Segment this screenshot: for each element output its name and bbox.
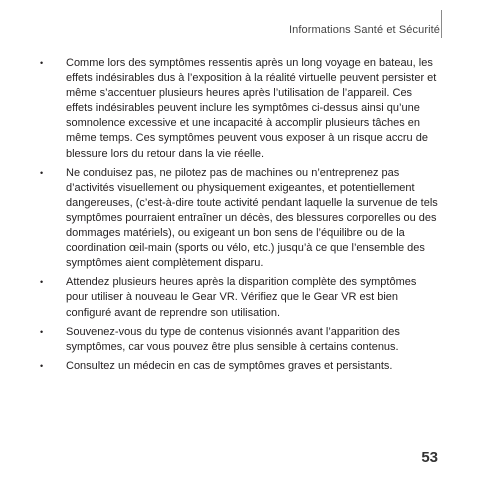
page-number: 53	[421, 449, 438, 466]
bullet-text: Consultez un médecin en cas de symptômes graves et persistants.	[66, 359, 393, 372]
bullet-item	[40, 56, 440, 162]
section-title: Informations Santé et Sécurité	[289, 24, 440, 36]
bullet-item	[40, 359, 440, 374]
bullet-icon: •	[40, 277, 44, 288]
bullet-item	[40, 275, 440, 320]
bullet-text: Attendez plusieurs heures après la disparition complète des symptômes pour utiliser à nouveau le Gear VR. Vérifiez que le Gear VR est bien configuré avant de reprendre son utilisation.	[66, 276, 417, 319]
bullet-icon: •	[40, 360, 44, 371]
bullet-item	[40, 325, 440, 355]
bullet-text: Ne conduisez pas, ne pilotez pas de machines ou n’entreprenez pas d’activités visuellement ou physiquement exigeantes, et potentiellement dangereuses, (c’est-à-dire toute activité pendant laquelle la survenue de tels symptômes pourraient entraîner un décès, des blessures corporelles ou des dommages matériels), ou exigeant un bon sens de l’équilibre ou de la coordination œil-main (sports ou vélo, etc.) jusqu’à ce que l’ensemble des symptômes aient complètement disparu.	[66, 166, 438, 270]
bullet-text: Comme lors des symptômes ressentis après un long voyage en bateau, les effets indésirables dus à l’exposition à la réalité virtuelle peuvent persister et même s’accentuer plusieurs heures après l’utilisation de l’appareil. Ces effets indésirables peuvent inclure les symptômes ci-dessus ainsi qu’une somnolence excessive et une incapacité à accomplir plusieurs tâches en même temps. Ces symptômes peuvent vous exposer à un risque accru de blessure lors du retour dans la vie réelle.	[66, 57, 437, 160]
header-divider	[441, 10, 442, 38]
safety-bullet-list	[40, 56, 440, 378]
bullet-item	[40, 166, 440, 272]
bullet-icon: •	[40, 326, 44, 337]
bullet-icon: •	[40, 167, 44, 178]
bullet-text: Souvenez-vous du type de contenus visionnés avant l’apparition des symptômes, car vous pouvez être plus sensible à certains contenus.	[66, 325, 400, 353]
bullet-icon: •	[40, 58, 44, 68]
